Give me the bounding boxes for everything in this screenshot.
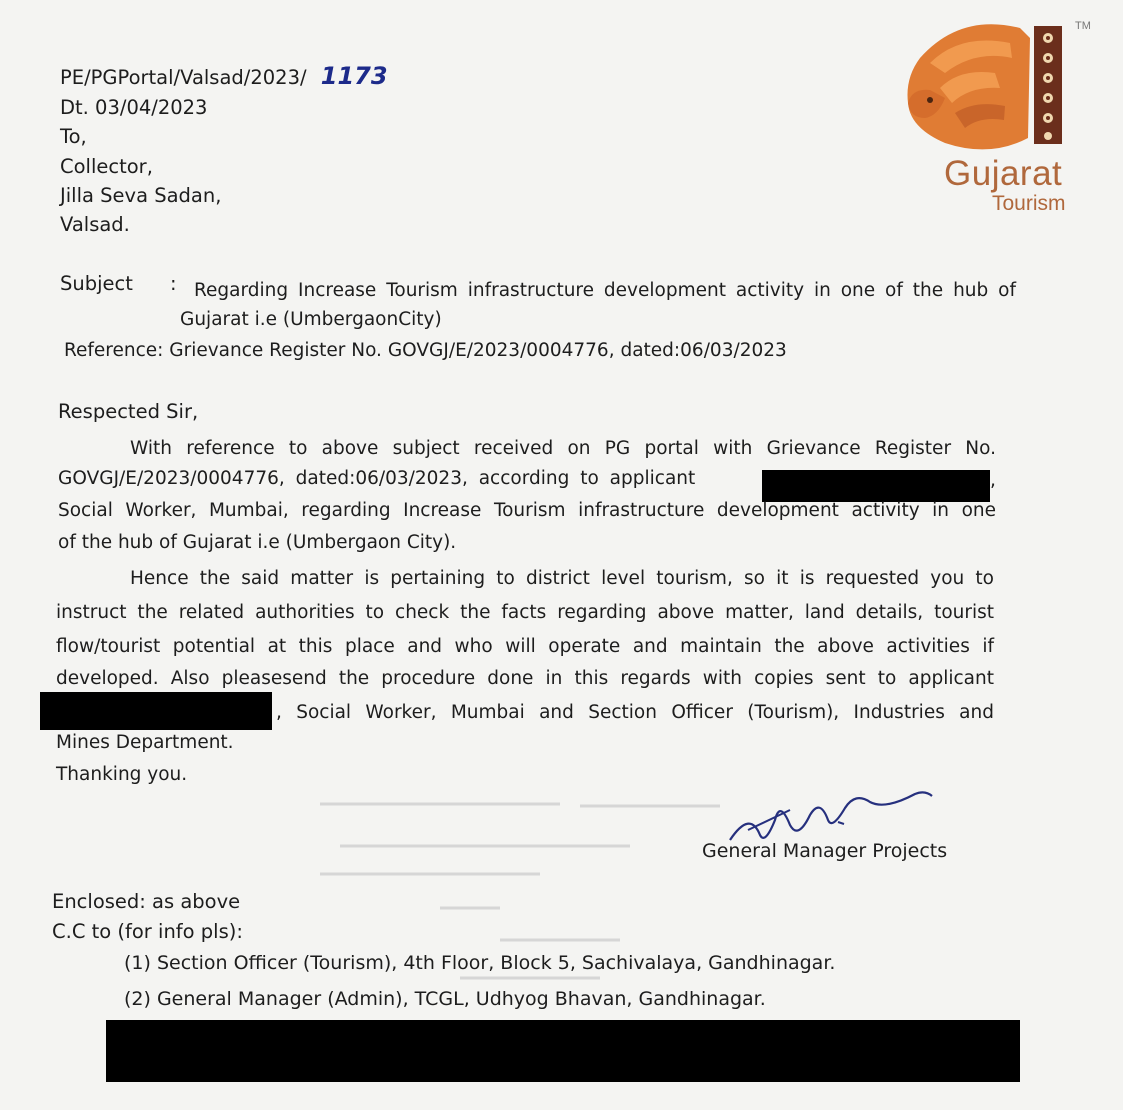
para2-line-5: , Social Worker, Mumbai and Section Officer (Tourism), Industries and [276, 702, 994, 723]
subject-label: Subject [60, 272, 133, 295]
subject-separator: : [170, 272, 177, 295]
cc-item-1: (1) Section Officer (Tourism), 4th Floor, Block 5, Sachivalaya, Gandhinagar. [124, 952, 836, 974]
cc-label: C.C to (for info pls): [52, 920, 243, 943]
para2-line-6: Mines Department. [56, 732, 234, 753]
handwritten-number: 1173 [320, 62, 388, 90]
para1-line-4: of the hub of Gujarat i.e (Umbergaon City). [58, 532, 457, 553]
para2-line-3: flow/tourist potential at this place and who will operate and maintain the above activities if [56, 636, 994, 657]
subject-line-1: Regarding Increase Tourism infrastructure development activity in one of the hub of [194, 280, 1016, 301]
para1-line-2-tail: , [990, 470, 996, 491]
signatory-title: General Manager Projects [702, 840, 948, 862]
lion-icon [900, 18, 1080, 158]
reference-number: PE/PGPortal/Valsad/2023/ [60, 66, 307, 89]
enclosed-line: Enclosed: as above [52, 890, 241, 913]
para1-line-2: GOVGJ/E/2023/0004776, dated:06/03/2023, according to applicant [58, 468, 696, 489]
subject-line-2: Gujarat i.e (UmbergaonCity) [180, 309, 442, 330]
logo-title: Gujarat [944, 154, 1063, 193]
redaction-block [762, 470, 990, 502]
redaction-block [40, 692, 272, 730]
trademark-mark: TM [1075, 20, 1091, 32]
to-label: To, [60, 125, 87, 148]
para2-line-4: developed. Also pleasesend the procedure done in this regards with copies sent to applicant [56, 668, 994, 689]
para2-line-2: instruct the related authorities to check the facts regarding above matter, land details, tourist [56, 602, 994, 623]
salutation: Respected Sir, [58, 400, 199, 423]
para1-line-3: Social Worker, Mumbai, regarding Increase Tourism infrastructure development activity in one [58, 500, 996, 521]
address-line-3: Valsad. [60, 213, 130, 236]
para1-line-1: With reference to above subject received on PG portal with Grievance Register No. [130, 438, 996, 459]
reference-number-line [60, 62, 388, 91]
letter-date: Dt. 03/04/2023 [60, 96, 208, 119]
address-line-1: Collector, [60, 155, 153, 178]
redaction-block [106, 1020, 1020, 1082]
reference-line: Reference: Grievance Register No. GOVGJ/E/2023/0004776, dated:06/03/2023 [64, 340, 787, 361]
address-line-2: Jilla Seva Sadan, [60, 184, 222, 207]
cc-item-2: (2) General Manager (Admin), TCGL, Udhyog Bhavan, Gandhinagar. [124, 988, 766, 1010]
closing-text: Thanking you. [56, 764, 188, 785]
para2-line-1: Hence the said matter is pertaining to district level tourism, so it is requested you to [130, 568, 994, 589]
logo-subtitle: Tourism [992, 192, 1066, 215]
